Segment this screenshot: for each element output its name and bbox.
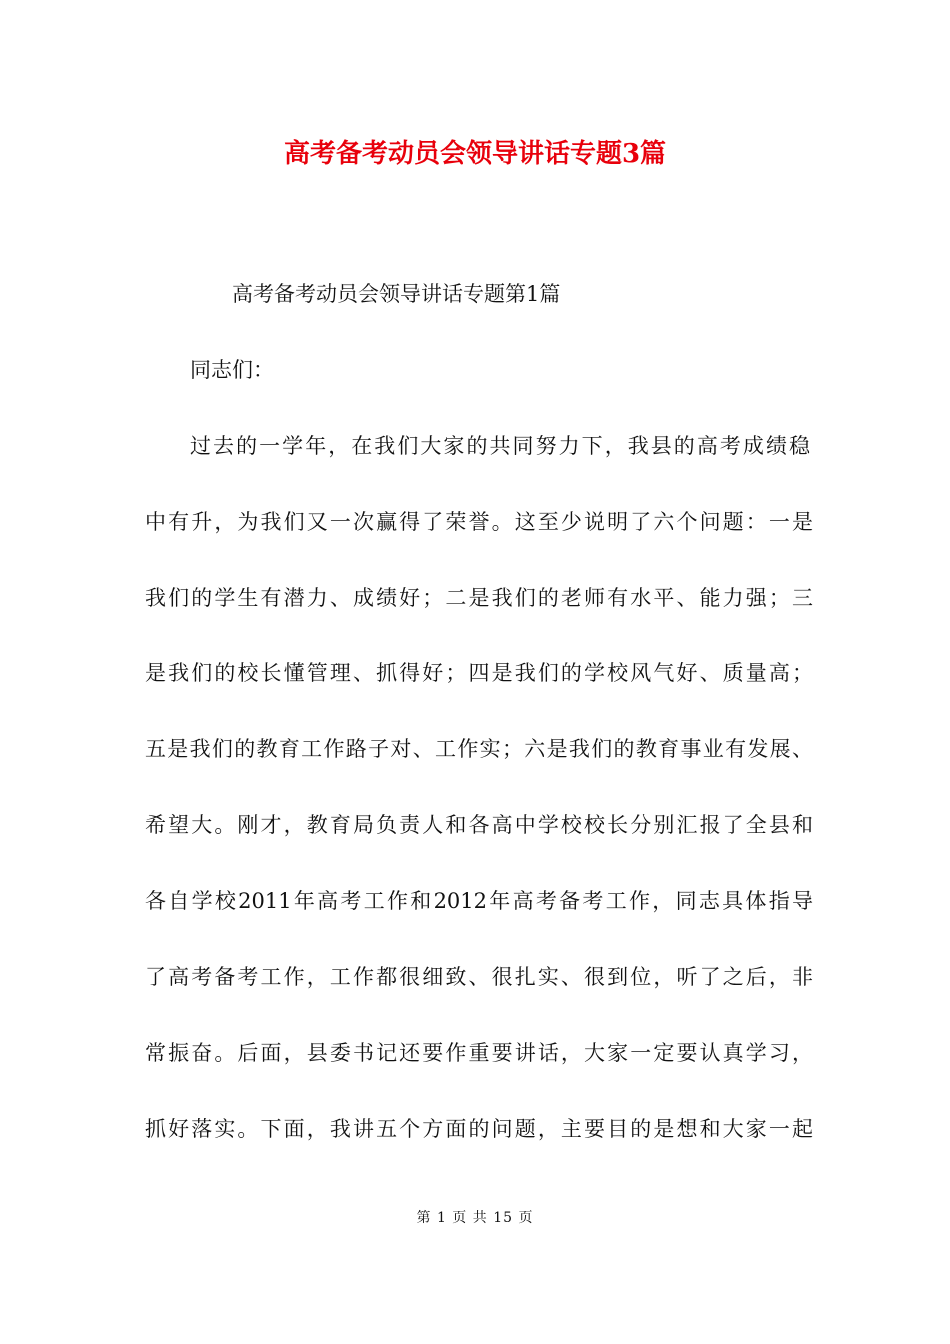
document-title: 高考备考动员会领导讲话专题3篇 xyxy=(283,139,667,169)
salutation: 同志们： xyxy=(190,358,274,382)
page-number-footer: 第 1 页 共 15 页 xyxy=(416,1210,534,1226)
section-heading: 高考备考动员会领导讲话专题第1篇 xyxy=(232,282,561,306)
body-line: 抓好落实。下面，我讲五个方面的问题，主要目的是想和大家一起 xyxy=(145,1117,813,1141)
body-line: 五是我们的教育工作路子对、工作实；六是我们的教育事业有发展、 xyxy=(145,737,813,761)
body-line: 常振奋。后面，县委书记还要作重要讲话，大家一定要认真学习， xyxy=(145,1041,813,1065)
body-line: 希望大。刚才，教育局负责人和各高中学校校长分别汇报了全县和 xyxy=(145,813,813,837)
body-line: 我们的学生有潜力、成绩好；二是我们的老师有水平、能力强；三 xyxy=(145,586,813,610)
body-line: 了高考备考工作，工作都很细致、很扎实、很到位，听了之后，非 xyxy=(145,965,813,989)
body-line: 中有升，为我们又一次赢得了荣誉。这至少说明了六个问题：一是 xyxy=(145,510,813,534)
body-line: 各自学校2011年高考工作和2012年高考备考工作，同志具体指导 xyxy=(145,889,813,913)
body-line: 过去的一学年，在我们大家的共同努力下，我县的高考成绩稳 xyxy=(190,434,810,458)
body-line: 是我们的校长懂管理、抓得好；四是我们的学校风气好、质量高； xyxy=(145,661,813,685)
